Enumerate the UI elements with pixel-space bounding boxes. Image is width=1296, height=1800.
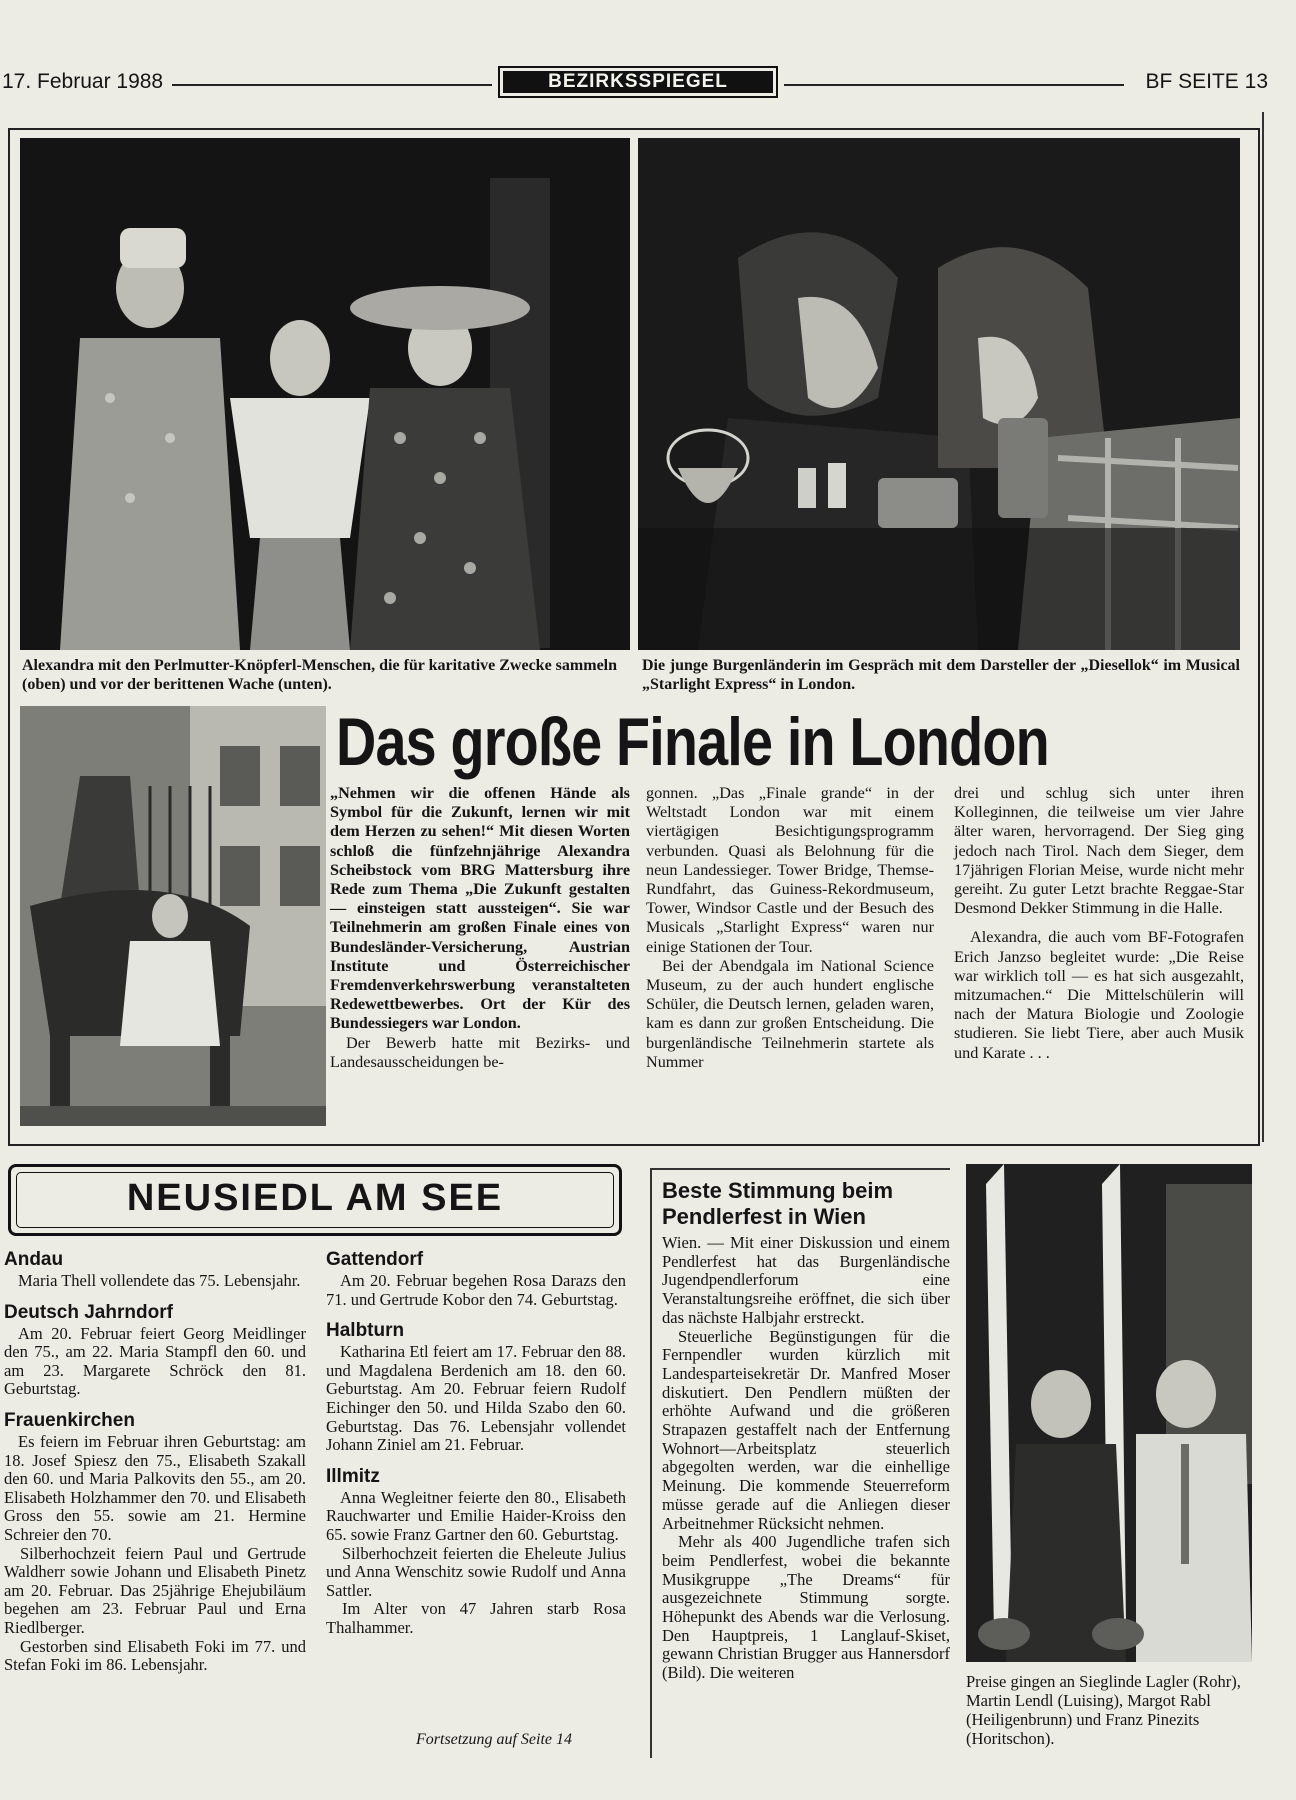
section-label [498, 66, 778, 98]
town-entry: Maria Thell vollendete das 75. Lebensjahr. [18, 1271, 301, 1290]
sidebar-p1: Wien. — Mit einer Diskussion und einem Pendlerfest hat das Burgenländische Jugendpendlerforum eine Veranstaltungsreihe eröffnet, die sich über das nächste Halbjahr erstreckt. [662, 1233, 950, 1327]
page-header [0, 64, 1296, 100]
caption-top-right: Die junge Burgenländerin im Gespräch mit dem Darsteller der „Diesellok“ im Musical „Starlight Express“ in London. [642, 657, 1240, 693]
sidebar-body [662, 1234, 950, 1683]
photo-horse-guard [20, 706, 326, 1126]
issue-date: 17. Februar 1988 [2, 70, 164, 93]
town-entry: Im Alter von 47 Jahren starb Rosa Thalhammer. [326, 1599, 626, 1637]
town-heading: Illmitz [326, 1465, 380, 1487]
town-entry: Es feiern im Februar ihren Geburtstag: am 18. Josef Spiesz den 75., Elisabeth Szakall den 60. und Maria Palkovits den 55., am 20. Elisabeth Holzhammer den 70. und Elisabeth Gross den 55. sowie am 21. Hermine Schreier den 70. [4, 1431, 306, 1544]
caption-top-left: Alexandra mit den Perlmutter-Knöpferl-Menschen, die für karitative Zwecke sammeln (oben) und vor der berittenen Wache (unten). [22, 657, 618, 693]
page-number: BF SEITE 13 [1145, 70, 1268, 93]
town-heading: Halbturn [326, 1320, 405, 1342]
district-banner [8, 1164, 622, 1236]
article-column-2 [646, 784, 934, 1072]
sidebar-p2: Steuerliche Begünstigungen für die Fernpendler wurden kürzlich mit Landesparteisekretär Dr. Manfred Moser diskutiert. Den Pendlern müßten der erhöhte Aufwand und die größeren Strapazen gestaffelt nach der Entfernung Wohnort—Arbeitsplatz steuerlich abgegolten werden, war die einhellige Meinung. Die kommende Steuerreform müsse gerade auf die Anliegen dieser Arbeitnehmer Rücksicht nehmen. [662, 1326, 950, 1533]
header-rule-left [172, 84, 492, 86]
photo-diesellok-conversation [638, 138, 1240, 650]
town-heading: Deutsch Jahrndorf [4, 1301, 173, 1323]
photo-ski-prize [966, 1164, 1252, 1662]
town-heading: Gattendorf [326, 1249, 424, 1270]
article-col1-tail: Der Bewerb hatte mit Bezirks- und Landesausscheidungen be- [330, 1033, 630, 1071]
article-col2-p2: Bei der Abendgala im National Science Museum, zu der auch hundert englische Schüler, die Deutsch lernen, geladen waren, kam es dann zur großen Entscheidung. Die burgenländische Teilnehmerin startete als Nummer [646, 956, 934, 1071]
section-label-text: BEZIRKSSPIEGEL [503, 71, 773, 93]
town-entry: Gestorben sind Elisabeth Foki im 77. und Stefan Foki im 86. Lebensjahr. [4, 1636, 306, 1675]
article-col3-p1: drei und schlug sich unter ihren Kolleginnen, die teilweise um vier Jahre älter waren, hervorragend. Der Sieg ging jedoch nach Tirol. Nach dem Sieger, dem 17jährigen Florian Meise, wurde nicht mehr gereiht. Zu guter Letzt brachte Reggae-Star Desmond Dekker Stimmung in die Halle. [954, 784, 1244, 918]
continued-note: Fortsetzung auf Seite 14 [416, 1731, 572, 1748]
towns-column-2 [326, 1248, 626, 1638]
towns-column-1 [4, 1248, 306, 1675]
town-entry: Anna Wegleitner feierte den 80., Elisabeth Rauchwarter und Emilie Haider-Kroiss den 65. sowie Franz Gartner den 60. Geburtstag. [326, 1487, 626, 1544]
sidebar-headline: Beste Stimmung beim Pendlerfest in Wien [662, 1178, 894, 1229]
article-column-3 [954, 784, 1244, 1063]
town-entry: Am 20. Februar begehen Rosa Darazs den 71. und Gertrude Kobor den 74. Geburtstag. [326, 1271, 626, 1309]
town-heading: Frauenkirchen [4, 1409, 135, 1431]
article-column-1 [330, 784, 630, 1072]
header-rule-right [784, 84, 1124, 86]
town-entry: Katharina Etl feiert am 17. Februar den 88. und Magdalena Berdenich am 18. den 60. Geburtstag. Am 20. Februar feiern Rudolf Eichinger den 50. und Hilda Szabo den 60. Geburtstag. Das 76. Lebensjahr vollendet Johann Ziniel am 21. Februar. [326, 1342, 626, 1455]
frame-side-rule [1262, 112, 1264, 1142]
article-headline: Das große Finale in London [336, 704, 1049, 780]
article-col2-p1: gonnen. „Das „Finale grande“ in der Weltstadt London war mit einem viertägigen Besichtigungsprogramm verbunden. Quasi als Belohnung für die neun Landessieger. Tower Bridge, Themse-Rundfahrt, das Guiness-Rekordmuseum, Tower, Windsor Castle und der Besuch des Musicals „Starlight Express“ waren nur einige Stationen der Tour. [646, 784, 934, 956]
town-entry: Am 20. Februar feiert Georg Meidlinger den 75., am 22. Maria Stampfl den 60. und am 23. Margarete Schröck den 81. Geburtstag. [4, 1323, 306, 1399]
caption-bottom-right: Preise gingen an Sieglinde Lagler (Rohr), Martin Lendl (Luising), Margot Rabl (Heiligenbrunn) und Franz Pinezits (Horitschon). [966, 1672, 1241, 1748]
article-lead: „Nehmen wir die offenen Hände als Symbol für die Zukunft, lernen wir mit dem Herzen zu sehen!“ Mit diesen Worten schloß die fünfzehnjährige Alexandra Scheibstock vom BRG Mattersburg ihre Rede zum Thema „Die Zukunft gestalten — einsteigen statt aussteigen“. Sie war Teilnehmerin am großen Finale eines von Bundesländer-Versicherung, Austrian Institute und Österreichischer Fremdenverkehrswerbung veranstalteten Redewettbewerbes. Ort der Kür des Bundessiegers war London. [330, 784, 630, 1033]
district-name: NEUSIEDL AM SEE [126, 1177, 504, 1219]
article-col3-p2: Alexandra, die auch vom BF-Fotografen Erich Janzso begleitet wurde: „Die Reise war wirklich toll — es hat sich ausgezahlt, mitzumachen.“ Die Mittelschülerin will nach der Matura Biologie und Zoologie studieren. Sie liebt Tiere, aber auch Musik und Karate . . . [954, 928, 1244, 1062]
town-entry: Silberhochzeit feierten die Eheleute Julius und Anna Wenschitz sowie Rudolf und Anna Sattler. [326, 1543, 626, 1600]
town-entry: Silberhochzeit feiern Paul und Gertrude Waldherr sowie Johann und Elisabeth Pinetz am 20. Februar. Das 25jährige Ehejubiläum begehen am 23. Februar Paul und Erna Riedlberger. [4, 1543, 306, 1637]
town-heading: Andau [4, 1249, 64, 1270]
photo-pearly-kings [20, 138, 630, 650]
sidebar-p3: Mehr als 400 Jugendliche trafen sich beim Pendlerfest, wobei die bekannte Musikgruppe „The Dreams“ für ausgezeichnete Stimmung sorgte. Höhepunkt des Abends war die Verlosung. Den Hauptpreis, 1 Langlauf-Skiset, gewann Christian Brugger aus Hannersdorf (Bild). Die weiteren [662, 1532, 950, 1683]
